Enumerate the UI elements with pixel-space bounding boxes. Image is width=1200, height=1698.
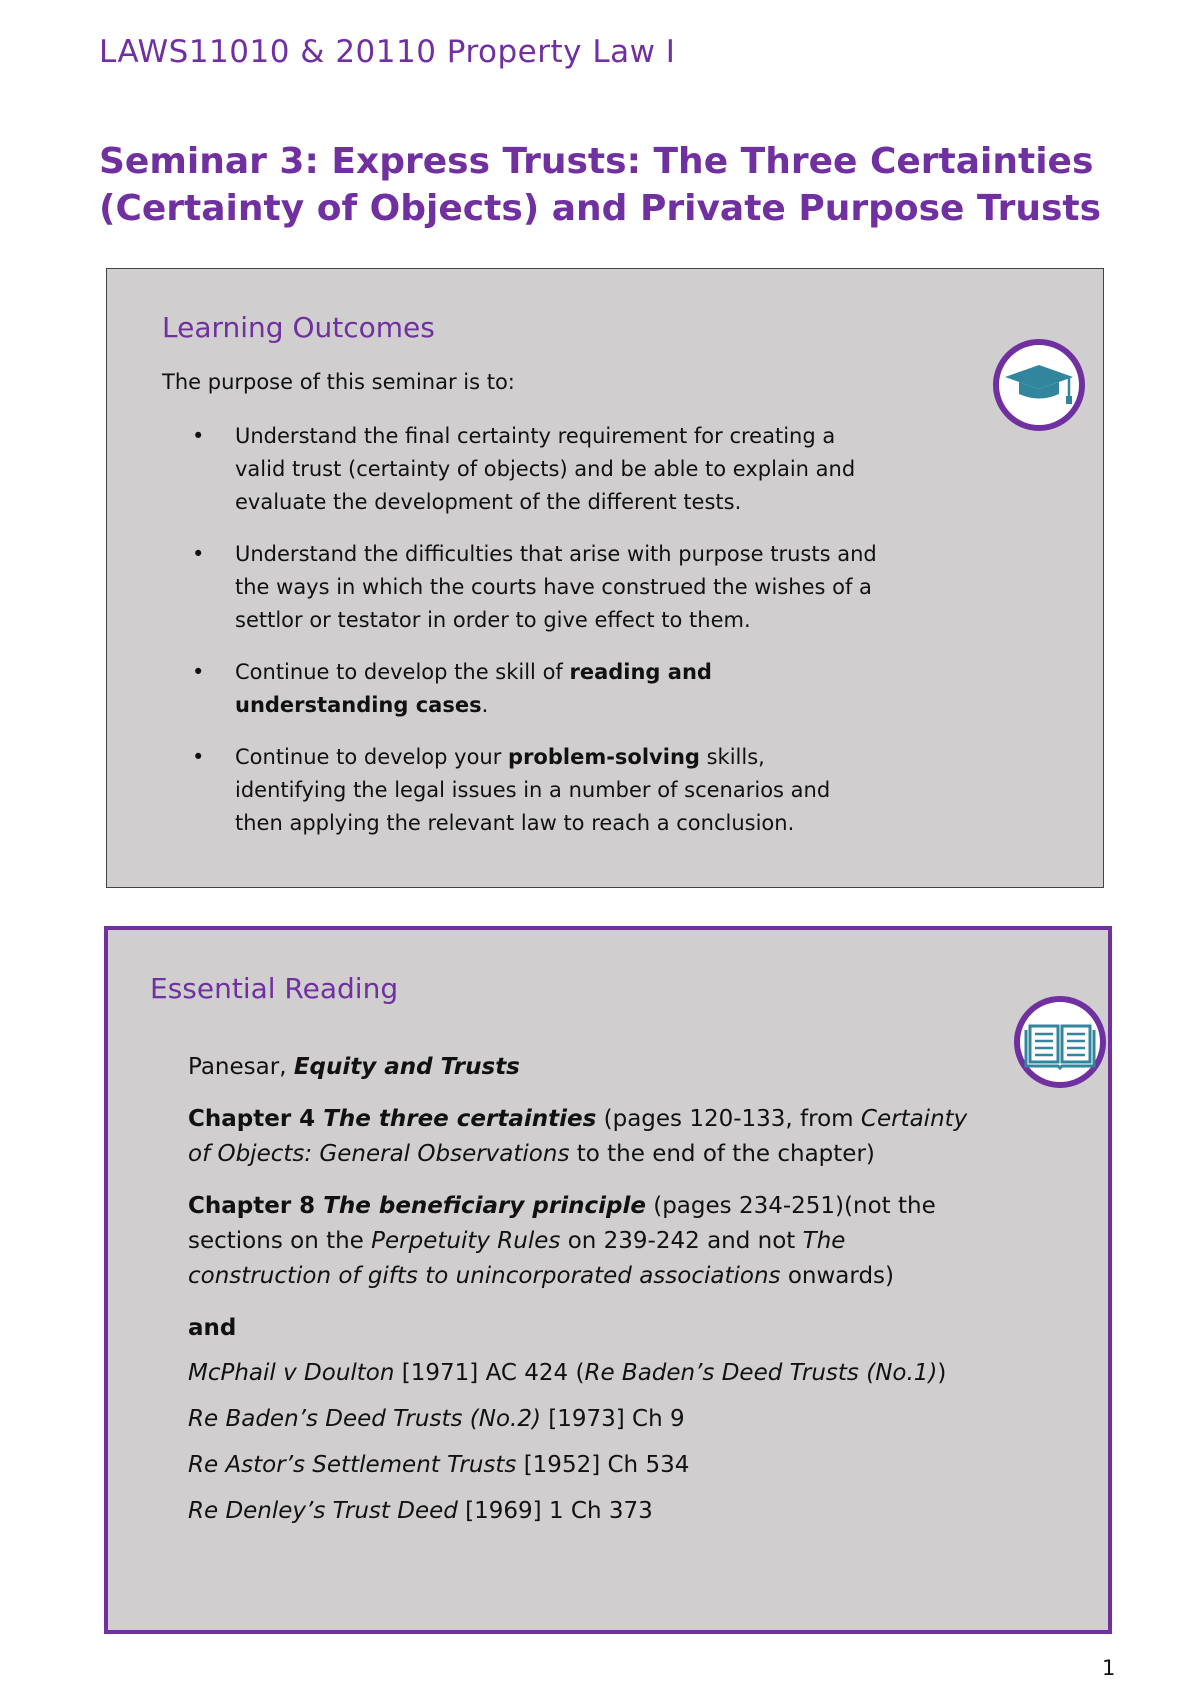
chapter-4-entry: Chapter 4 The three certainties (pages 120-133, from Certainty of Objects: General Observations to the end of the chapter) [188,1106,968,1167]
and-label: and [188,1315,237,1341]
case-entry: Re Astor’s Settlement Trusts [1952] Ch 534 [188,1452,690,1478]
case-entry: Re Baden’s Deed Trusts (No.2) [1973] Ch 9 [188,1406,685,1432]
learning-outcomes-list [162,420,882,859]
essential-reading-box [104,926,1112,1634]
list-item: • Continue to develop your problem-solving skills, identifying the legal issues in a number of scenarios and then applying the relevant law to reach a conclusion. [162,741,882,840]
course-title: LAWS11010 & 20110 Property Law I [99,34,676,70]
learning-outcomes-box [106,268,1104,888]
list-item: • Understand the difficulties that arise with purpose trusts and the ways in which the courts have construed the wishes of a settlor or testator in order to give effect to them. [162,538,882,637]
list-item: • Understand the final certainty requirement for creating a valid trust (certainty of objects) and be able to explain and evaluate the development of the different tests. [162,420,882,519]
textbook-entry: Panesar, Equity and Trusts [188,1054,520,1080]
essential-reading-heading: Essential Reading [150,972,399,1005]
graduation-cap-icon [993,339,1085,431]
seminar-title-line1: Seminar 3: Express Trusts: The Three Certainties [99,141,1094,182]
case-entry: Re Denley’s Trust Deed [1969] 1 Ch 373 [188,1498,653,1524]
learning-outcomes-heading: Learning Outcomes [162,311,435,344]
chapter-8-entry: Chapter 8 The beneficiary principle (pages 234-251)(not the sections on the Perpetuity Rules on 239-242 and not The construction of gifts to unincorporated associations onwards) [188,1193,936,1289]
case-entry: McPhail v Doulton [1971] AC 424 (Re Baden’s Deed Trusts (No.1)) [188,1360,947,1386]
seminar-title-line2: (Certainty of Objects) and Private Purpose Trusts [99,188,1102,229]
seminar-title [99,138,1119,232]
open-book-icon [1014,996,1106,1088]
reading-list [188,1050,988,1540]
learning-outcomes-intro: The purpose of this seminar is to: [162,370,515,394]
list-item: • Continue to develop the skill of reading and understanding cases. [162,656,882,722]
page-number: 1 [1102,1656,1116,1680]
